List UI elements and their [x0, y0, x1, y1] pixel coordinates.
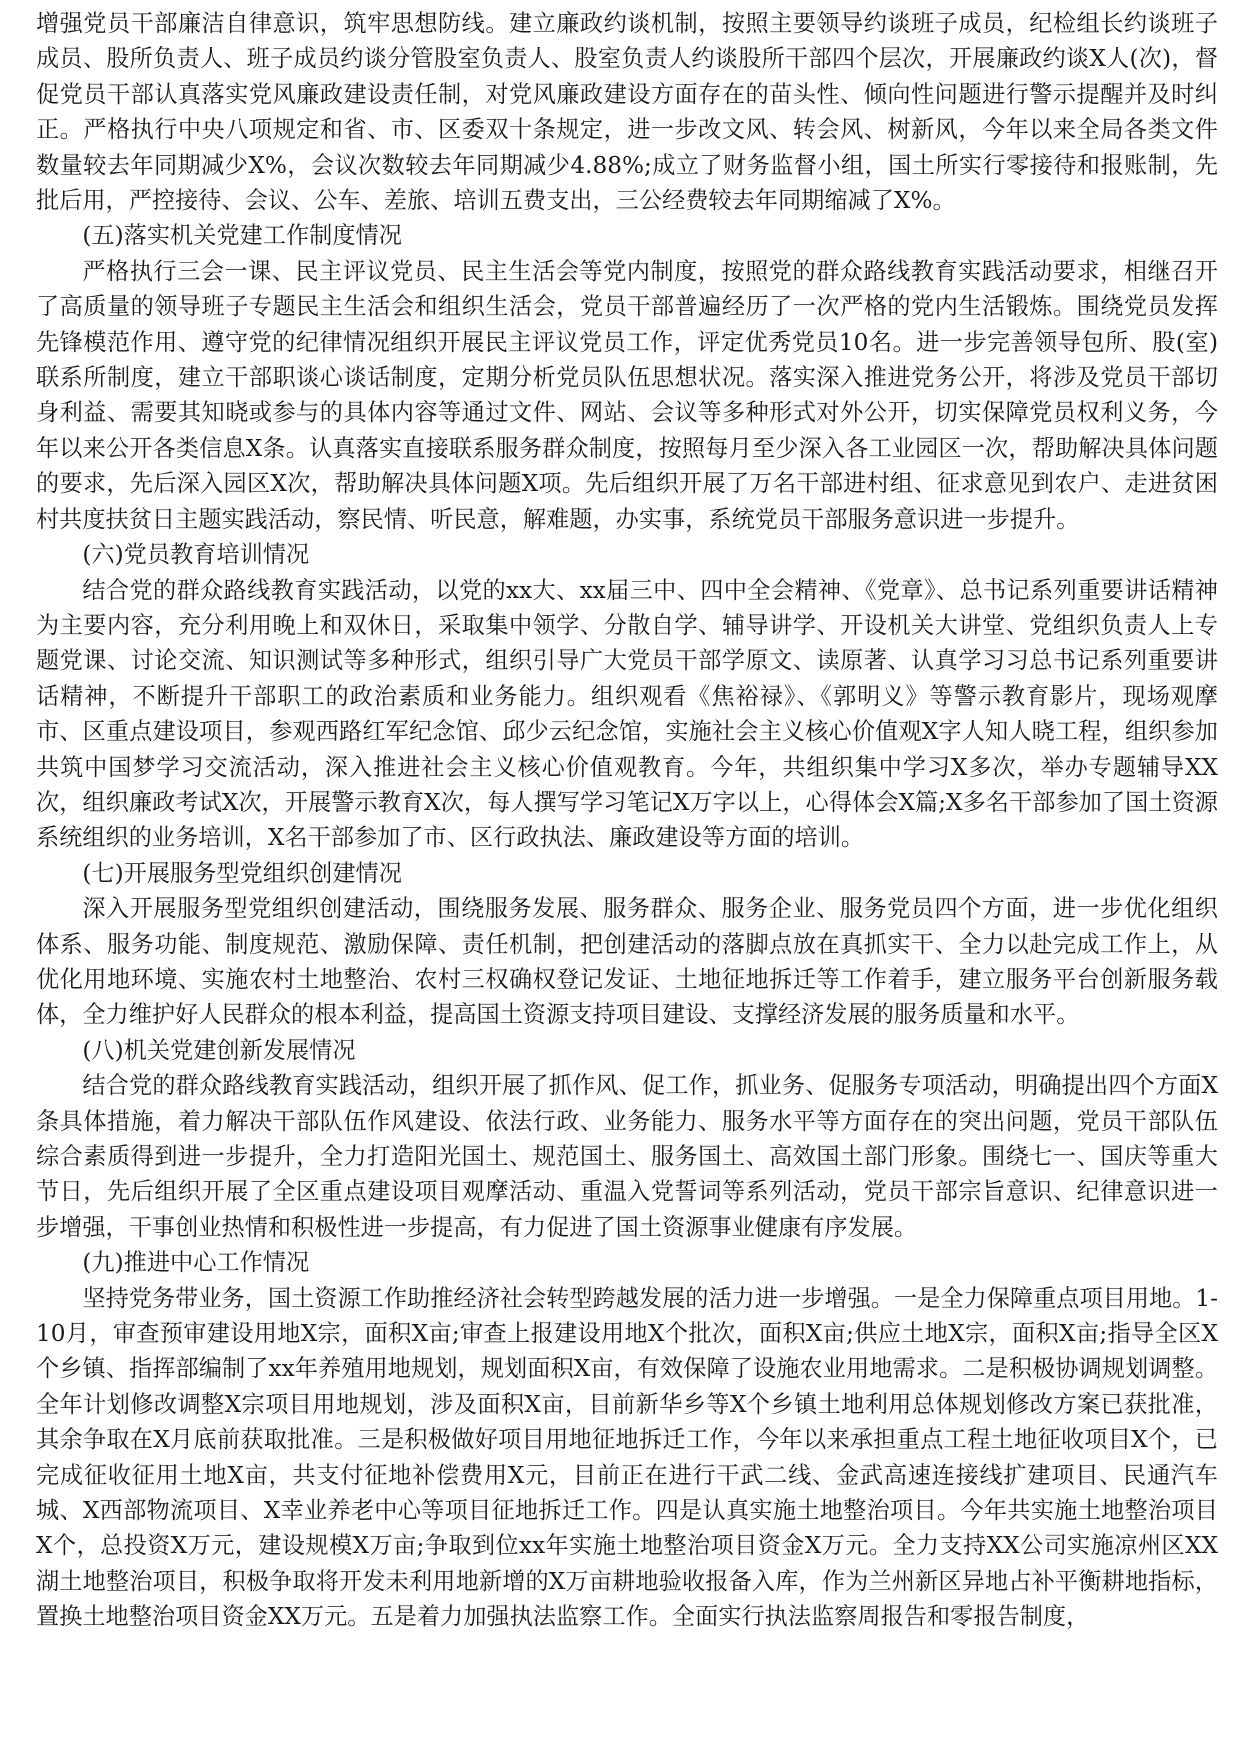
paragraph: 深入开展服务型党组织创建活动，围绕服务发展、服务群众、服务企业、服务党员四个方面，进一步优化组织体系、服务功能、制度规范、激励保障、责任机制，把创建活动的落脚点放在真抓实干、全力以赴完成工作上，从优化用地环境、实施农村土地整治、农村三权确权登记发证、土地征地拆迁等工作着手，建立服务平台创新服务载体，全力维护好人民群众的根本利益，提高国土资源支持项目建设、支撑经济发展的服务质量和水平。	[36, 895, 1218, 1029]
paragraph: 严格执行三会一课、民主评议党员、民主生活会等党内制度，按照党的群众路线教育实践活动要求，相继召开了高质量的领导班子专题民主生活会和组织生活会，党员干部普遍经历了一次严格的党内生活锻炼。围绕党员发挥先锋模范作用、遵守党的纪律情况组织开展民主评议党员工作，评定优秀党员10名。进一步完善领导包所、股(室)联系所制度，建立干部职谈心谈话制度，定期分析党员队伍思想状况。落实深入推进党务公开，将涉及党员干部切身利益、需要其知晓或参与的具体内容等通过文件、网站、会议等多种形式对外公开，切实保障党员权利义务，今年以来公开各类信息X条。认真落实直接联系服务群众制度，按照每月至少深入各工业园区一次，帮助解决具体问题的要求，先后深入园区X次，帮助解决具体问题X项。先后组织开展了万名干部进村组、征求意见到农户、走进贫困村共度扶贫日主题实践活动，察民情、听民意，解难题，办实事，系统党员干部服务意识进一步提升。	[36, 257, 1218, 533]
paragraph: 结合党的群众路线教育实践活动，以党的xx大、xx届三中、四中全会精神、《党章》、总书记系列重要讲话精神为主要内容，充分利用晚上和双休日，采取集中领学、分散自学、辅导讲学、开设机关大讲堂、党组织负责人上专题党课、讨论交流、知识测试等多种形式，组织引导广大党员干部学原文、读原著、认真学习习总书记系列重要讲话精神，不断提升干部职工的政治素质和业务能力。组织观看《焦裕禄》、《郭明义》等警示教育影片，现场观摩市、区重点建设项目，参观西路红军纪念馆、邱少云纪念馆，实施社会主义核心价值观X字人知人晓工程，组织参加共筑中国梦学习交流活动，深入推进社会主义核心价值观教育。今年，共组织集中学习X多次，举办专题辅导XX次，组织廉政考试X次，开展警示教育X次，每人撰写学习笔记X万字以上，心得体会X篇;X多名干部参加了国土资源系统组织的业务培训，X名干部参加了市、区行政执法、廉政建设等方面的培训。	[36, 576, 1218, 852]
document-page	[36, 6, 1218, 1635]
paragraph: 增强党员干部廉洁自律意识，筑牢思想防线。建立廉政约谈机制，按照主要领导约谈班子成员，纪检组长约谈班子成员、股所负责人、班子成员约谈分管股室负责人、股室负责人约谈股所干部四个层次，开展廉政约谈X人(次)，督促党员干部认真落实党风廉政建设责任制，对党风廉政建设方面存在的苗头性、倾向性问题进行警示提醒并及时纠正。严格执行中央八项规定和省、市、区委双十条规定，进一步改文风、转会风、树新风，今年以来全局各类文件数量较去年同期减少X%，会议次数较去年同期减少4.88%;成立了财务监督小组，国土所实行零接待和报账制，先批后用，严控接待、会议、公车、差旅、培训五费支出，三公经费较去年同期缩减了X%。	[36, 10, 1218, 215]
section-heading: (五)落实机关党建工作制度情况	[82, 222, 402, 250]
paragraph: 结合党的群众路线教育实践活动，组织开展了抓作风、促工作，抓业务、促服务专项活动，明确提出四个方面X条具体措施，着力解决干部队伍作风建设、依法行政、业务能力、服务水平等方面存在的突出问题，党员干部队伍综合素质得到进一步提升，全力打造阳光国土、规范国土、服务国土、高效国土部门形象。围绕七一、国庆等重大节日，先后组织开展了全区重点建设项目观摩活动、重温入党誓词等系列活动，党员干部宗旨意识、纪律意识进一步增强，干事创业热情和积极性进一步提高，有力促进了国土资源事业健康有序发展。	[36, 1072, 1218, 1241]
section-heading: (九)推进中心工作情况	[82, 1249, 310, 1277]
section-heading: (六)党员教育培训情况	[82, 541, 310, 569]
section-heading: (八)机关党建创新发展情况	[82, 1036, 356, 1064]
section-heading: (七)开展服务型党组织创建情况	[82, 859, 402, 887]
paragraph: 坚持党务带业务，国土资源工作助推经济社会转型跨越发展的活力进一步增强。一是全力保障重点项目用地。1-10月，审查预审建设用地X宗，面积X亩;审查上报建设用地X个批次，面积X亩;供应土地X宗，面积X亩;指导全区X个乡镇、指挥部编制了xx年养殖用地规划，规划面积X亩，有效保障了设施农业用地需求。二是积极协调规划调整。全年计划修改调整X宗项目用地规划，涉及面积X亩，目前新华乡等X个乡镇土地利用总体规划修改方案已获批准，其余争取在X月底前获取批准。三是积极做好项目用地征地拆迁工作，今年以来承担重点工程土地征收项目X个，已完成征收征用土地X亩，共支付征地补偿费用X元，目前正在进行干武二线、金武高速连接线扩建项目、民通汽车城、X西部物流项目、X幸业养老中心等项目征地拆迁工作。四是认真实施土地整治项目。今年共实施土地整治项目X个，总投资X万元，建设规模X万亩;争取到位xx年实施土地整治项目资金X万元。全力支持XX公司实施凉州区XX湖土地整治项目，积极争取将开发未利用地新增的X万亩耕地验收报备入库，作为兰州新区异地占补平衡耕地指标，置换土地整治项目资金XX万元。五是着力加强执法监察工作。全面实行执法监察周报告和零报告制度，	[36, 1284, 1218, 1631]
